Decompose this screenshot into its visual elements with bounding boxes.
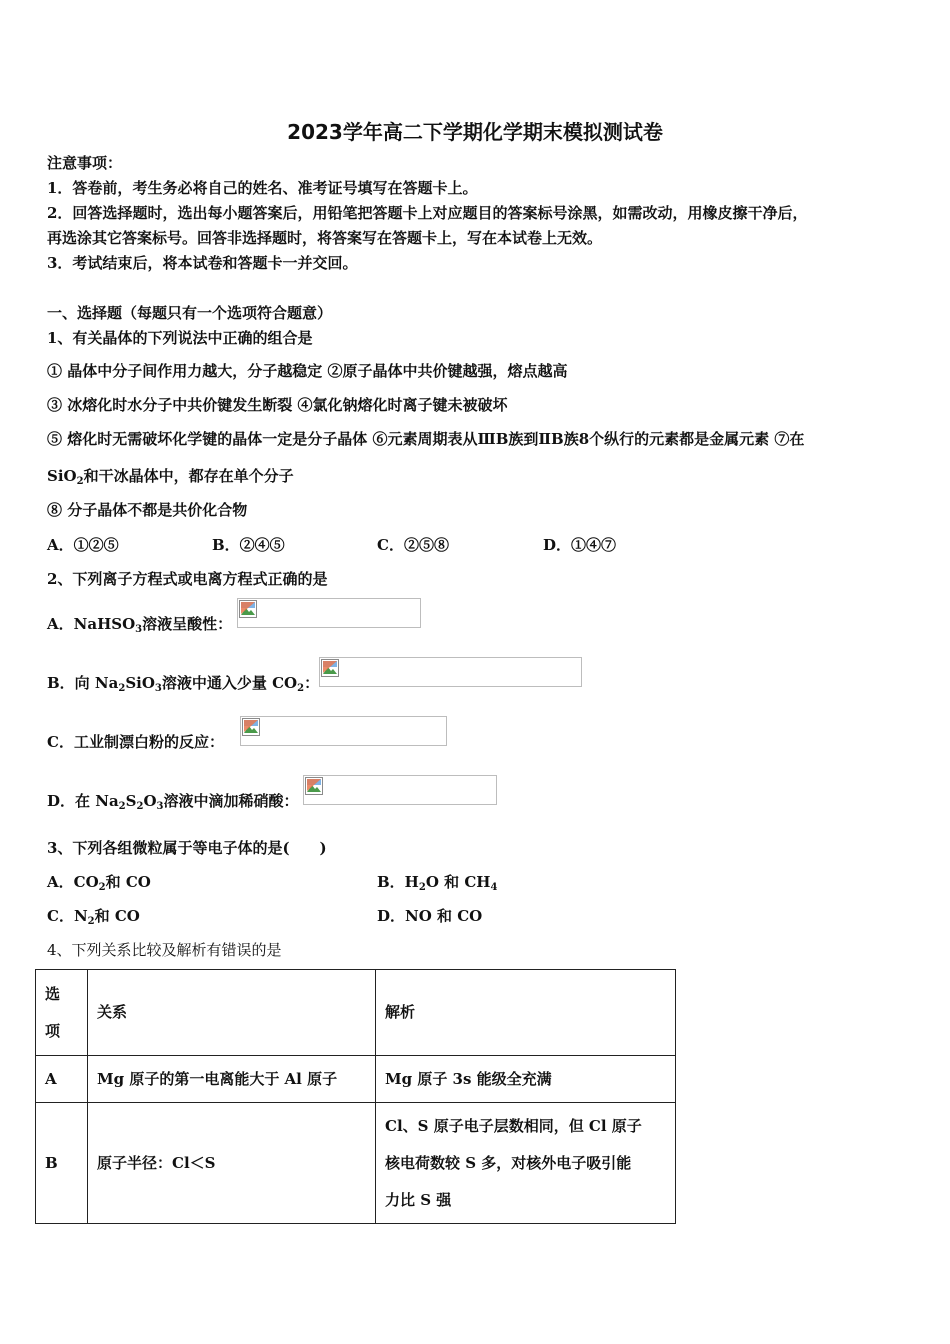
q3-option-a[interactable]: A．$CO_2$和 CO xyxy=(47,873,151,893)
table-row xyxy=(36,1103,676,1224)
q2-option-c[interactable]: C．工业制漂白粉的反应： xyxy=(47,733,224,751)
q1-stem: 1、有关晶体的下列说法中正确的组合是 xyxy=(47,329,313,347)
q1-option-d[interactable]: D．①④⑦ xyxy=(543,536,617,554)
header-explanation: 解析 xyxy=(376,970,676,1056)
row-b-option: B xyxy=(36,1103,88,1224)
broken-image-icon xyxy=(239,600,257,618)
row-b-relation: 原子半径：Cl＜S xyxy=(88,1103,376,1224)
row-b-explanation: Cl、S 原子电子层数相同，但 Cl 原子 核电荷数较 S 多，对核外电子吸引能 力比 S 强 xyxy=(376,1103,676,1224)
page-title: 2023学年高二下学期化学期末模拟测试卷 xyxy=(287,120,663,144)
section-heading: 一、选择题（每题只有一个选项符合题意） xyxy=(47,304,333,322)
broken-image-icon xyxy=(321,659,339,677)
q3-option-b[interactable]: B．$H_2O$ 和 $CH_4$ xyxy=(377,873,498,893)
notice-item-2-cont: 再选涂其它答案标号。回答非选择题时，将答案写在答题卡上，写在本试卷上无效。 xyxy=(47,229,603,247)
notice-item-1: 1．答卷前，考生务必将自己的姓名、准考证号填写在答题卡上。 xyxy=(47,179,478,197)
row-a-relation: Mg 原子的第一电离能大于 Al 原子 xyxy=(88,1056,376,1103)
equation-image-a xyxy=(237,598,421,628)
q2-option-a[interactable]: A．NaHSO$_3$溶液呈酸性： xyxy=(47,615,233,635)
broken-image-icon xyxy=(305,777,323,795)
q1-statement-8: ⑧ 分子晶体不都是共价化合物 xyxy=(47,501,248,519)
q3-option-d[interactable]: D．NO 和 CO xyxy=(377,907,483,925)
equation-image-c xyxy=(240,716,447,746)
q2-option-b[interactable]: B．向 $Na_2SiO_3$溶液中通入少量 $CO_2$： xyxy=(47,674,320,694)
q2-option-d[interactable]: D．在 $Na_2S_2O_3$溶液中滴加稀硝酸： xyxy=(47,792,299,812)
q3-option-c[interactable]: C．$N_2$和 CO xyxy=(47,907,140,927)
q4-table xyxy=(35,969,676,1224)
q1-statement-7-cont: SiO$_2$和干冰晶体中，都存在单个分子 xyxy=(47,467,294,487)
table-header-row xyxy=(36,970,676,1056)
equation-image-d xyxy=(303,775,497,805)
q1-statements-3-4: ③ 冰熔化时水分子中共价键发生断裂 ④氯化钠熔化时离子键未被破坏 xyxy=(47,396,508,414)
notice-heading: 注意事项： xyxy=(47,154,123,172)
broken-image-icon xyxy=(242,718,260,736)
notice-item-2: 2．回答选择题时，选出每小题答案后，用铅笔把答题卡上对应题目的答案标号涂黑，如需改动，用橡皮擦干净后， xyxy=(47,204,808,222)
q1-statements-5-7: ⑤ 熔化时无需破坏化学键的晶体一定是分子晶体 ⑥元素周期表从ⅢB族到ⅡB族8个纵行的元素都是金属元素 ⑦在 xyxy=(47,430,805,448)
q4-stem: 4、下列关系比较及解析有错误的是 xyxy=(47,941,282,959)
q1-statements-1-2: ① 晶体中分子间作用力越大，分子越稳定 ②原子晶体中共价键越强，熔点越高 xyxy=(47,362,568,380)
row-a-explanation: Mg 原子 3s 能级全充满 xyxy=(376,1056,676,1103)
header-relation: 关系 xyxy=(88,970,376,1056)
equation-image-b xyxy=(319,657,582,687)
q1-option-b[interactable]: B．②④⑤ xyxy=(212,536,285,554)
notice-item-3: 3．考试结束后，将本试卷和答题卡一并交回。 xyxy=(47,254,358,272)
q2-stem: 2、下列离子方程式或电离方程式正确的是 xyxy=(47,570,328,588)
q1-option-c[interactable]: C．②⑤⑧ xyxy=(377,536,449,554)
q1-option-a[interactable]: A．①②⑤ xyxy=(47,536,119,554)
q3-stem: 3、下列各组微粒属于等电子体的是( ) xyxy=(47,839,327,857)
table-row xyxy=(36,1056,676,1103)
header-option: 选 项 xyxy=(36,970,88,1056)
row-a-option: A xyxy=(36,1056,88,1103)
